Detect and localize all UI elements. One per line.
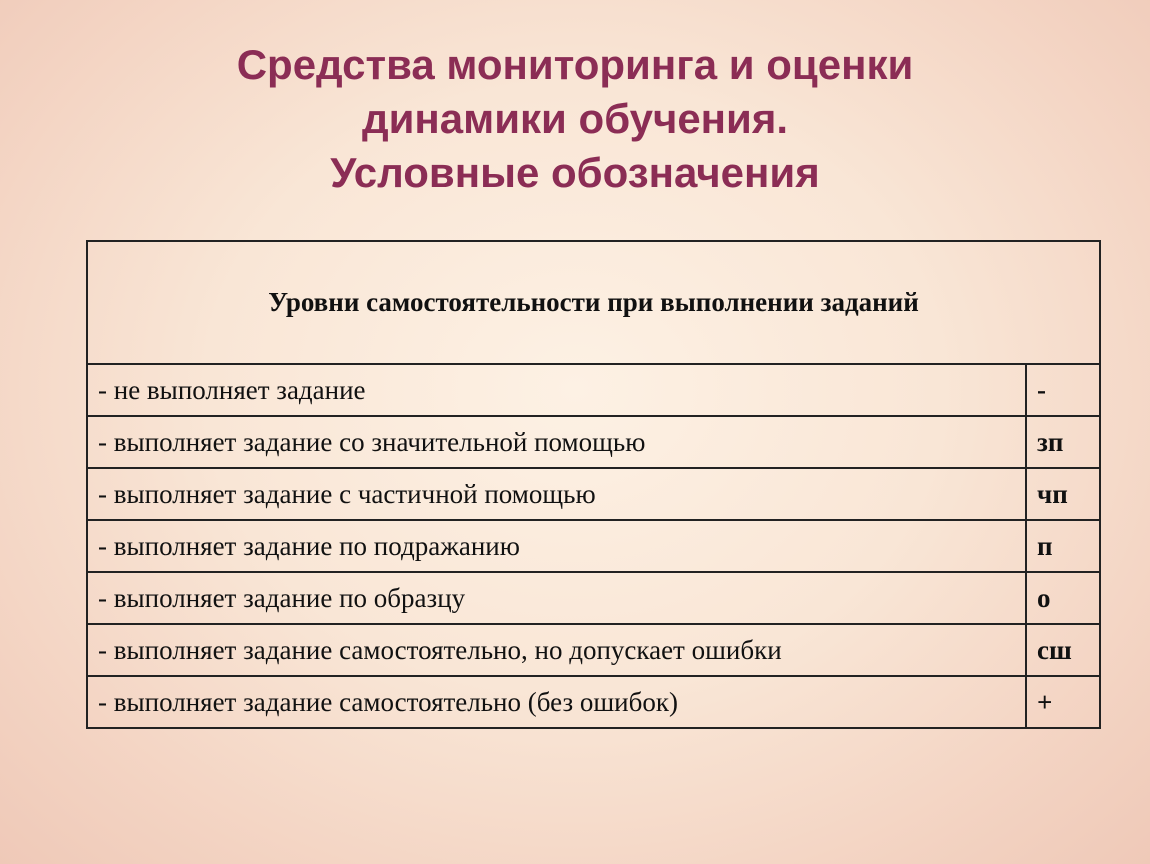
row-code: зп [1026,416,1100,468]
row-description: - выполняет задание по образцу [87,572,1026,624]
row-code: - [1026,364,1100,416]
row-description: - выполняет задание со значительной помощью [87,416,1026,468]
row-code: сш [1026,624,1100,676]
row-code: п [1026,520,1100,572]
slide-title [0,38,1150,200]
title-line-2: динамики обучения. [361,95,789,142]
row-description: - выполняет задание по подражанию [87,520,1026,572]
legend-header-row [87,241,1100,364]
table-row [87,676,1100,728]
row-code: о [1026,572,1100,624]
row-description: - выполняет задание с частичной помощью [87,468,1026,520]
legend-table [86,240,1101,729]
table-row [87,520,1100,572]
title-line-3: Условные обозначения [330,149,820,196]
table-row [87,572,1100,624]
row-code: чп [1026,468,1100,520]
table-row [87,468,1100,520]
row-description: - выполняет задание самостоятельно, но допускает ошибки [87,624,1026,676]
title-line-1: Средства мониторинга и оценки [236,41,914,88]
row-description: - выполняет задание самостоятельно (без ошибок) [87,676,1026,728]
table-row [87,364,1100,416]
row-description: - не выполняет задание [87,364,1026,416]
table-row [87,624,1100,676]
row-code: + [1026,676,1100,728]
legend-header: Уровни самостоятельности при выполнении заданий [87,241,1100,364]
table-row [87,416,1100,468]
